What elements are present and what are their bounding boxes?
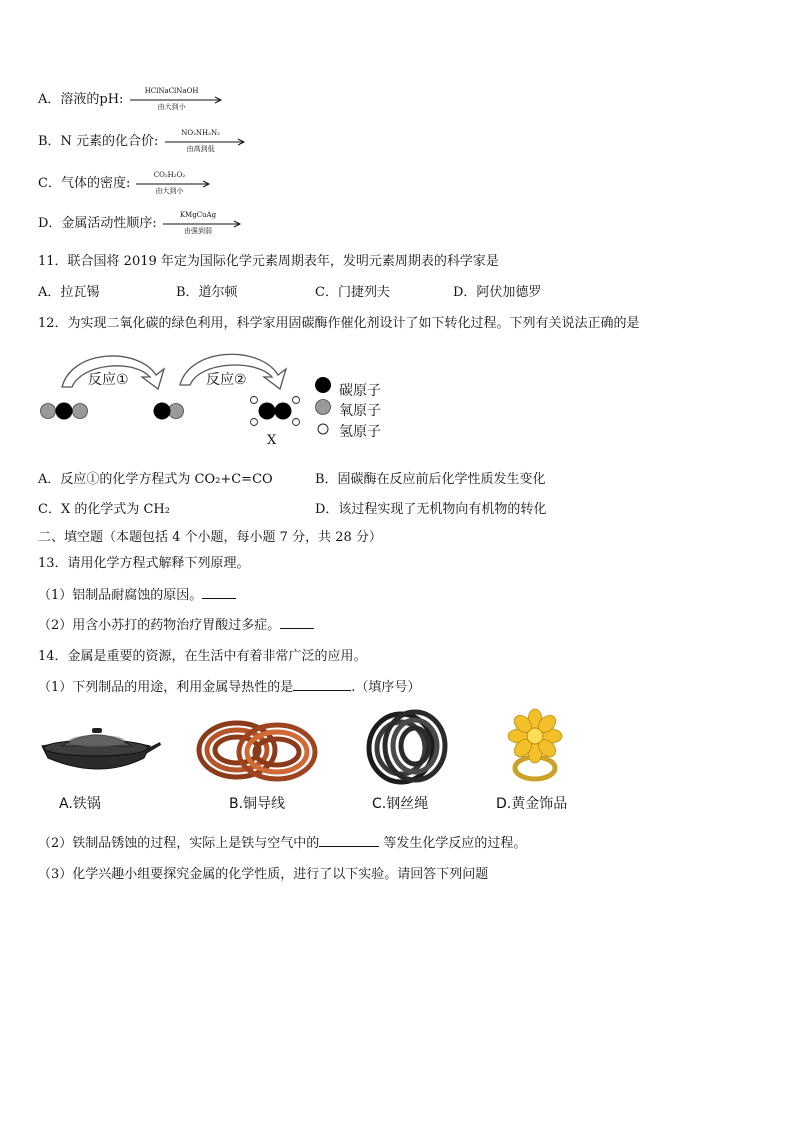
arrow-top-text: CO₂H₂O₂: [153, 170, 186, 179]
sub-question-text: （1）铝制品耐腐蚀的原因。: [38, 588, 203, 603]
sub-question-text: （2）铁制品锈蚀的过程，实际上是铁与空气中的: [38, 836, 320, 851]
legend-carbon: 碳原子: [339, 383, 381, 399]
reaction-diagram-svg: [38, 345, 338, 450]
caption-gold-jewelry: D.黄金饰品: [496, 796, 568, 812]
arrow-top-text: NO₂NH₃N₂: [181, 128, 220, 137]
question-11-stem: 11．联合国将 2019 年定为国际化学元素周期表年，发明元素周期表的科学家是: [38, 254, 499, 269]
legend-oxygen: 氧原子: [339, 403, 381, 419]
option-11-b: B．道尔顿: [176, 285, 238, 300]
arrow-bottom-text: 由大到小: [157, 102, 186, 111]
arrow-bottom-text: 由大到小: [155, 186, 184, 195]
arrow-bottom-text: 由强到弱: [183, 226, 212, 235]
sub-question-text: （1）下列制品的用途，利用金属导热性的是: [38, 680, 294, 695]
section-heading: 二、填空题（本题包括 4 个小题，每小题 7 分，共 28 分）: [38, 530, 382, 545]
question-14-sub2: [38, 832, 526, 851]
co2-molecule-icon: [41, 403, 88, 420]
question-13-sub2: [38, 614, 314, 633]
option-11-a: A．拉瓦锡: [38, 285, 100, 300]
question-14-sub3: （3）化学兴趣小组要探究金属的化学性质，进行了以下实验。请回答下列问题: [38, 867, 489, 882]
legend-hydrogen: 氢原子: [339, 424, 381, 440]
sub-question-suffix: 等发生化学反应的过程。: [383, 836, 527, 851]
sub-question-text: （2）用含小苏打的药物治疗胃酸过多症。: [38, 618, 281, 633]
option-12-c: C．X 的化学式为 CH₂: [38, 502, 170, 517]
question-13-stem: 13．请用化学方程式解释下列原理。: [38, 556, 250, 571]
option-12-b: B．固碳酶在反应前后化学性质发生变化: [315, 472, 546, 487]
option-12-d: D．该过程实现了无机物向有机物的转化: [315, 502, 547, 517]
answer-blank[interactable]: [202, 586, 236, 599]
arrow-sequence: [136, 170, 212, 195]
iron-wok-icon: [40, 722, 162, 784]
option-label: B．N 元素的化合价:: [38, 134, 159, 149]
sub-question-suffix: .（填序号）: [351, 680, 421, 695]
co-molecule-icon: [154, 403, 184, 420]
legend-swatches: [313, 376, 333, 438]
reaction-diagram: [38, 345, 338, 450]
carbon-atom-icon: [315, 377, 331, 393]
x-label: X: [267, 433, 277, 448]
answer-blank[interactable]: [280, 616, 314, 629]
gold-ring-icon: [500, 708, 570, 784]
caption-copper-wire: B.铜导线: [229, 796, 286, 812]
arrow-top-text: HClNaClNaOH: [144, 86, 199, 95]
reaction-2-label: 反应②: [206, 372, 247, 388]
question-14-stem: 14．金属是重要的资源，在生活中有着非常广泛的应用。: [38, 649, 367, 664]
option-12-a: A．反应①的化学方程式为 CO₂+C=CO: [38, 472, 273, 487]
caption-steel-rope: C.钢丝绳: [372, 796, 429, 812]
steel-wire-rope-icon: [365, 706, 449, 786]
question-14-sub1: [38, 676, 420, 695]
arrow-sequence: [130, 86, 224, 111]
option-10-b: [38, 128, 247, 153]
question-13-sub1: [38, 584, 236, 603]
option-10-a: [38, 86, 224, 111]
option-label: A．溶液的pH:: [38, 92, 124, 107]
x-molecule-icon: [251, 397, 300, 426]
answer-blank[interactable]: [293, 678, 351, 691]
arrow-sequence: [165, 128, 247, 153]
question-12-stem: 12．为实现二氧化碳的绿色利用，科学家用固碳酶作催化剂设计了如下转化过程。下列有关说法正确的是: [38, 316, 640, 331]
arrow-top-text: KMgCuAg: [179, 210, 217, 219]
option-11-d: D．阿伏加德罗: [453, 285, 542, 300]
option-10-c: [38, 170, 212, 195]
caption-iron-wok: A.铁锅: [59, 796, 101, 812]
arrow-sequence: [163, 210, 243, 235]
copper-wire-icon: [195, 714, 319, 786]
arrow-bottom-text: 由高到低: [186, 144, 215, 153]
option-11-c: C．门捷列夫: [315, 285, 390, 300]
reaction-1-label: 反应①: [88, 372, 129, 388]
hydrogen-atom-icon: [318, 424, 328, 434]
option-10-d: [38, 210, 243, 235]
oxygen-atom-icon: [316, 400, 331, 415]
answer-blank[interactable]: [319, 834, 379, 847]
option-label: C．气体的密度:: [38, 176, 131, 191]
option-label: D．金属活动性顺序:: [38, 216, 157, 231]
